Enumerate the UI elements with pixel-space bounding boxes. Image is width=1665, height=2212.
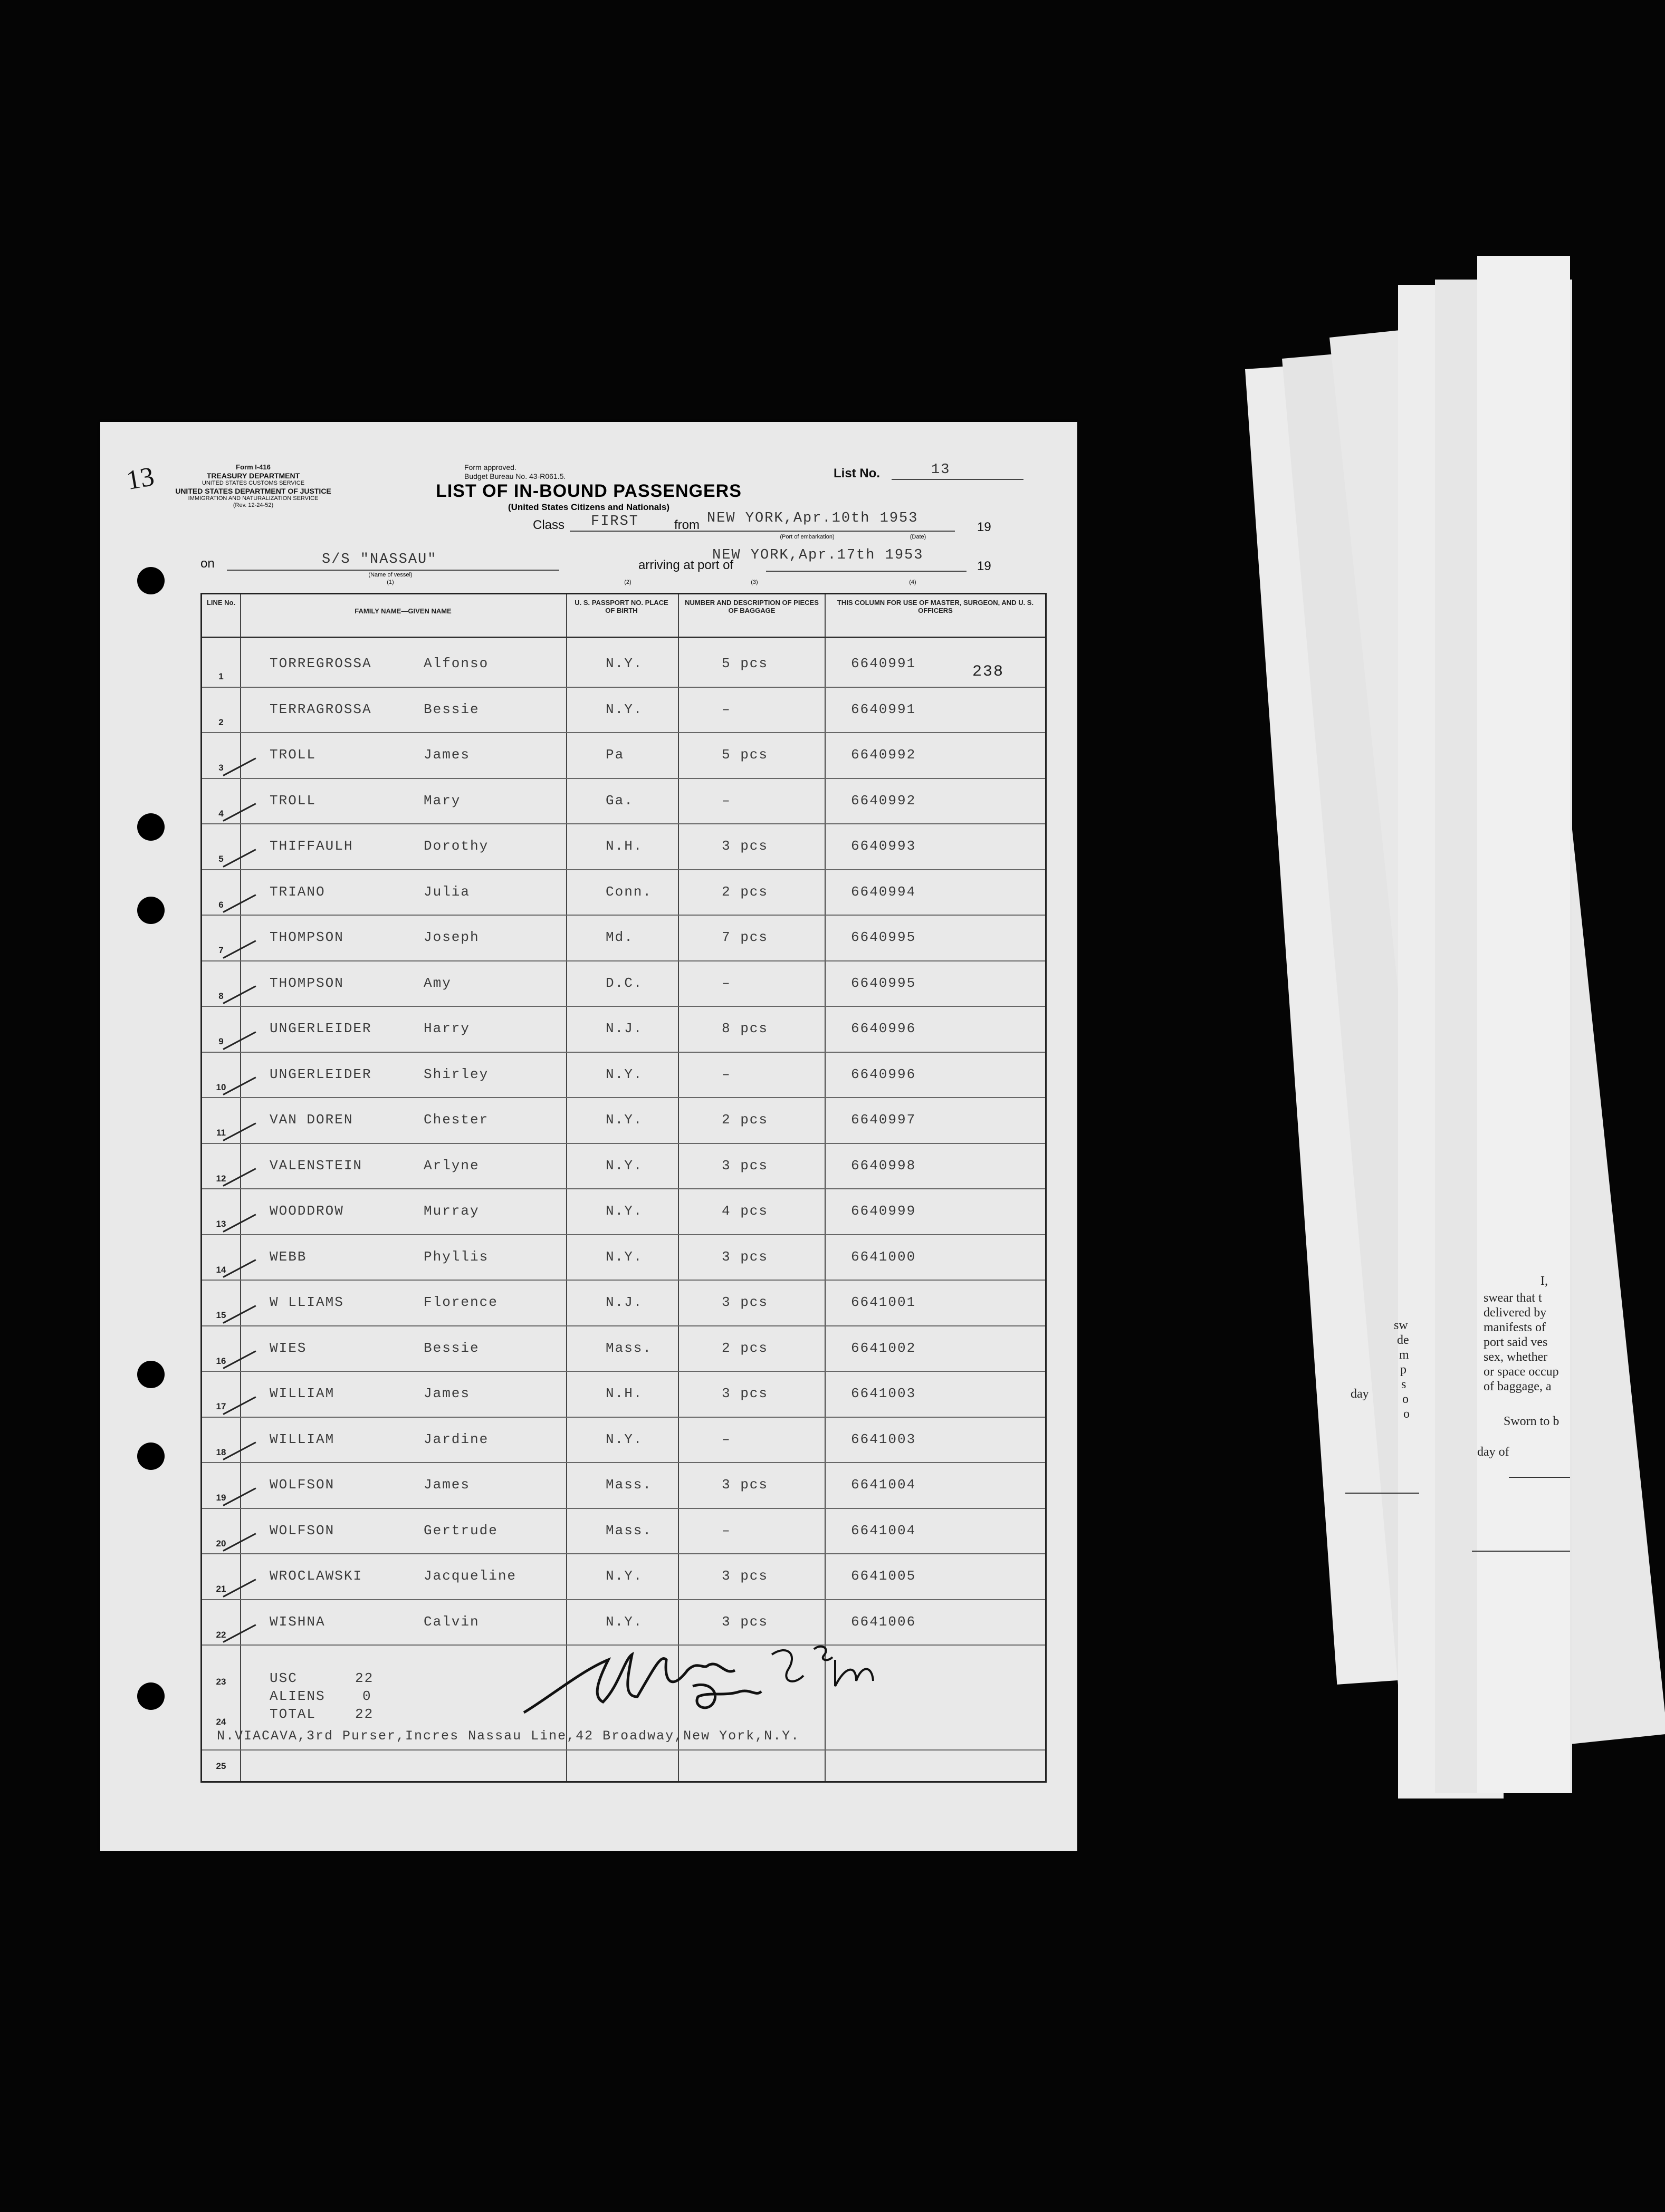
arriving-label: arriving at port of (638, 558, 734, 572)
row-number: 8 (218, 990, 224, 1001)
given-name: Alfonso (424, 656, 489, 671)
affidavit-sheet (1477, 256, 1570, 1793)
family-name: WROCLAWSKI (270, 1568, 363, 1584)
baggage: – (722, 1066, 731, 1082)
given-name: Dorothy (424, 838, 489, 854)
officer-number: 6640998 (851, 1157, 916, 1174)
place-of-birth: N.Y. (606, 1203, 643, 1219)
row-number: 9 (218, 1036, 224, 1046)
family-name: WILLIAM (270, 1386, 335, 1401)
place-of-birth: N.H. (606, 1386, 643, 1401)
row-number: 14 (216, 1264, 226, 1275)
baggage: 3 pcs (722, 1294, 769, 1310)
year-suffix: 19 (977, 520, 991, 534)
row-number: 5 (218, 854, 224, 864)
date-caption: (Date) (910, 534, 926, 540)
baggage: 2 pcs (722, 883, 769, 900)
given-name: Harry (424, 1021, 471, 1036)
place-of-birth: N.Y. (606, 1112, 643, 1128)
row-number: 11 (216, 1128, 226, 1138)
place-of-birth: N.Y. (606, 656, 643, 671)
baggage: 3 pcs (722, 1477, 769, 1493)
baggage: – (722, 1522, 731, 1538)
row-number: 25 (216, 1761, 226, 1771)
officer-number: 6640996 (851, 1066, 916, 1082)
baggage: 5 pcs (722, 656, 769, 671)
usc-count: 22 (355, 1670, 374, 1686)
officer-number: 6641000 (851, 1248, 916, 1265)
officer-number: 6641001 (851, 1294, 916, 1310)
baggage: 3 pcs (722, 1157, 769, 1174)
place-of-birth: N.H. (606, 838, 643, 854)
officer-number: 6641003 (851, 1431, 916, 1447)
table-row (202, 1325, 1045, 1371)
given-name: James (424, 747, 471, 763)
officer-number: 6641006 (851, 1613, 916, 1630)
place-of-birth: N.J. (606, 1021, 643, 1036)
family-name: WIES (270, 1340, 307, 1356)
family-name: UNGERLEIDER (270, 1066, 372, 1082)
row-number: 23 (216, 1677, 226, 1687)
row-number: 19 (216, 1493, 226, 1503)
place-of-birth: Mass. (606, 1522, 653, 1538)
given-name: Amy (424, 975, 452, 991)
officer-number: 6641004 (851, 1477, 916, 1493)
table-row (202, 915, 1045, 960)
punch-hole-3 (137, 897, 165, 924)
given-name: Jacqueline (424, 1568, 517, 1584)
col-header-passport: U. S. PASSPORT NO. PLACE OF BIRTH (575, 599, 668, 614)
officer-number: 6640999 (851, 1203, 916, 1219)
family-name: WOLFSON (270, 1477, 335, 1493)
passenger-table (200, 593, 1047, 1783)
family-name: VALENSTEIN (270, 1157, 363, 1174)
aliens-count: 0 (362, 1688, 372, 1704)
purser-line: N.VIACAVA,3rd Purser,Incres Nassau Line,42 Broadway,New York,N.Y. (217, 1728, 800, 1744)
table-row (202, 1462, 1045, 1508)
baggage: 3 pcs (722, 1613, 769, 1630)
row-number: 15 (216, 1310, 226, 1320)
aliens-label: ALIENS (270, 1688, 326, 1704)
place-of-birth: Conn. (606, 883, 653, 900)
table-row (202, 1006, 1045, 1052)
family-name: THIFFAULH (270, 838, 353, 854)
officer-number: 6640993 (851, 838, 916, 854)
row-number: 6 (218, 899, 224, 910)
usc-label: USC (270, 1670, 298, 1686)
officer-number: 6640995 (851, 975, 916, 991)
baggage: – (722, 1431, 731, 1447)
handwritten-signature (519, 1639, 920, 1723)
place-of-birth: N.Y. (606, 1066, 643, 1082)
col3-caption: (3) (751, 579, 758, 585)
row-number: 18 (216, 1447, 226, 1457)
given-name: Shirley (424, 1066, 489, 1082)
row-number: 21 (216, 1584, 226, 1594)
row-number: 20 (216, 1538, 226, 1549)
place-of-birth: N.J. (606, 1294, 643, 1310)
place-of-birth: N.Y. (606, 1568, 643, 1584)
given-name: Joseph (424, 929, 480, 945)
row-number: 7 (218, 945, 224, 955)
given-name: Bessie (424, 1340, 480, 1356)
given-name: Arlyne (424, 1157, 480, 1174)
table-row (202, 1052, 1045, 1098)
row-number: 24 (216, 1717, 226, 1727)
class-label: Class (533, 518, 565, 532)
row-number: 3 (218, 763, 224, 773)
list-no-label: List No. (834, 466, 880, 480)
family-name: WEBB (270, 1248, 307, 1265)
table-row (202, 1599, 1045, 1645)
from-label: from (674, 518, 700, 532)
arrival-value: NEW YORK,Apr.17th 1953 (712, 547, 924, 563)
baggage: – (722, 975, 731, 991)
form-subtitle: (United States Citizens and Nationals) (508, 502, 670, 512)
table-row (202, 1097, 1045, 1143)
baggage: 2 pcs (722, 1340, 769, 1356)
officer-number: 6641005 (851, 1568, 916, 1584)
family-name: WISHNA (270, 1613, 326, 1630)
officer-number: 6641003 (851, 1386, 916, 1401)
baggage: 7 pcs (722, 929, 769, 945)
total-count: 22 (355, 1706, 374, 1722)
officer-number: 6640991 (851, 701, 916, 717)
table-row (202, 1371, 1045, 1417)
punch-hole-2 (137, 813, 165, 841)
vessel-name: S/S "NASSAU" (322, 552, 437, 568)
row-number: 10 (216, 1082, 226, 1092)
family-name: UNGERLEIDER (270, 1021, 372, 1036)
given-name: Bessie (424, 701, 480, 717)
family-name: WOODDROW (270, 1203, 344, 1219)
row-number: 4 (218, 808, 224, 819)
table-row (202, 1234, 1045, 1280)
table-row (202, 1553, 1045, 1599)
year-suffix-2: 19 (977, 559, 991, 573)
family-name: TROLL (270, 747, 317, 763)
officer-number: 6640996 (851, 1021, 916, 1036)
family-name: TORREGROSSA (270, 656, 372, 671)
baggage: 3 pcs (722, 838, 769, 854)
baggage: 2 pcs (722, 1112, 769, 1128)
place-of-birth: Md. (606, 929, 634, 945)
approval-block: Form approved. Budget Bureau No. 43-R061.5. (464, 463, 566, 480)
baggage: 3 pcs (722, 1568, 769, 1584)
row-number: 13 (216, 1219, 226, 1229)
place-of-birth: D.C. (606, 975, 643, 991)
col-header-baggage: NUMBER AND DESCRIPTION OF PIECES OF BAGGAGE (685, 599, 819, 614)
punch-hole-1 (137, 567, 165, 594)
col2-caption: (2) (624, 579, 631, 585)
department-block: Form I-416 TREASURY DEPARTMENT UNITED STATES CUSTOMS SERVICE UNITED STATES DEPARTMENT OF JUSTICE IMMIGRATION AND NATURALIZATION SERVICE (Rev. 12-24-52) (175, 463, 331, 508)
family-name: VAN DOREN (270, 1112, 353, 1128)
officer-number: 6640995 (851, 929, 916, 945)
given-name: Chester (424, 1112, 489, 1128)
punch-hole-5 (137, 1442, 165, 1470)
given-name: Jardine (424, 1431, 489, 1447)
family-name: THOMPSON (270, 929, 344, 945)
place-of-birth: Mass. (606, 1477, 653, 1493)
margin-mark: 13 (124, 461, 157, 496)
table-row (202, 1188, 1045, 1234)
baggage: 3 pcs (722, 1386, 769, 1401)
place-of-birth: N.Y. (606, 701, 643, 717)
baggage: – (722, 701, 731, 717)
baggage: 4 pcs (722, 1203, 769, 1219)
place-of-birth: Ga. (606, 792, 634, 809)
given-name: Mary (424, 792, 461, 809)
family-name: THOMPSON (270, 975, 344, 991)
place-of-birth: Pa (606, 747, 625, 763)
table-row (202, 1417, 1045, 1463)
row-number: 2 (218, 717, 224, 727)
officer-note-238: 238 (972, 663, 1004, 681)
col4-caption: (4) (909, 579, 916, 585)
baggage: 8 pcs (722, 1021, 769, 1036)
given-name: Julia (424, 883, 471, 900)
table-row (202, 641, 1045, 687)
row-number: 17 (216, 1401, 226, 1411)
family-name: TERRAGROSSA (270, 701, 372, 717)
officer-number: 6641002 (851, 1340, 916, 1356)
given-name: Florence (424, 1294, 498, 1310)
row-number: 1 (218, 671, 224, 681)
given-name: Gertrude (424, 1522, 498, 1538)
place-of-birth: N.Y. (606, 1248, 643, 1265)
baggage: – (722, 792, 731, 809)
officer-number: 6640992 (851, 792, 916, 809)
officer-number: 6640997 (851, 1112, 916, 1128)
table-row (202, 687, 1045, 733)
class-value: FIRST (591, 514, 639, 530)
place-of-birth: N.Y. (606, 1431, 643, 1447)
row-number: 12 (216, 1173, 226, 1184)
total-label: TOTAL (270, 1706, 317, 1722)
form-title: LIST OF IN-BOUND PASSENGERS (436, 481, 742, 501)
baggage: 3 pcs (722, 1248, 769, 1265)
col-header-name: FAMILY NAME—GIVEN NAME (355, 607, 452, 615)
punch-hole-6 (137, 1682, 165, 1710)
list-no: 13 (931, 462, 951, 478)
table-row (202, 1143, 1045, 1189)
given-name: Phyllis (424, 1248, 489, 1265)
officer-number: 6640992 (851, 747, 916, 763)
table-row (202, 960, 1045, 1006)
officer-number: 6641004 (851, 1522, 916, 1538)
vessel-caption: (Name of vessel) (368, 572, 413, 578)
family-name: TROLL (270, 792, 317, 809)
table-row (202, 869, 1045, 915)
given-name: James (424, 1477, 471, 1493)
table-row (202, 823, 1045, 869)
row-number: 22 (216, 1629, 226, 1640)
place-of-birth: N.Y. (606, 1157, 643, 1174)
passenger-manifest-sheet (100, 422, 1077, 1851)
port-embark-caption: (Port of embarkation) (780, 534, 835, 540)
place-of-birth: N.Y. (606, 1613, 643, 1630)
given-name: Calvin (424, 1613, 480, 1630)
baggage: 5 pcs (722, 747, 769, 763)
family-name: W LLIAMS (270, 1294, 344, 1310)
table-row (202, 1280, 1045, 1325)
embarkation-value: NEW YORK,Apr.10th 1953 (707, 511, 918, 526)
col-header-officers: THIS COLUMN FOR USE OF MASTER, SURGEON, AND U. S. OFFICERS (837, 599, 1034, 614)
officer-number: 6640991 (851, 656, 916, 671)
officer-number: 6640994 (851, 883, 916, 900)
col1-caption: (1) (387, 579, 394, 585)
table-row (202, 1508, 1045, 1554)
place-of-birth: Mass. (606, 1340, 653, 1356)
given-name: Murray (424, 1203, 480, 1219)
given-name: James (424, 1386, 471, 1401)
family-name: WOLFSON (270, 1522, 335, 1538)
table-row (202, 778, 1045, 824)
row-number: 16 (216, 1355, 226, 1366)
punch-hole-4 (137, 1361, 165, 1388)
col-header-line-no: LINE No. (206, 599, 236, 607)
family-name: WILLIAM (270, 1431, 335, 1447)
table-row (202, 732, 1045, 778)
on-label: on (200, 556, 215, 571)
family-name: TRIANO (270, 883, 326, 900)
